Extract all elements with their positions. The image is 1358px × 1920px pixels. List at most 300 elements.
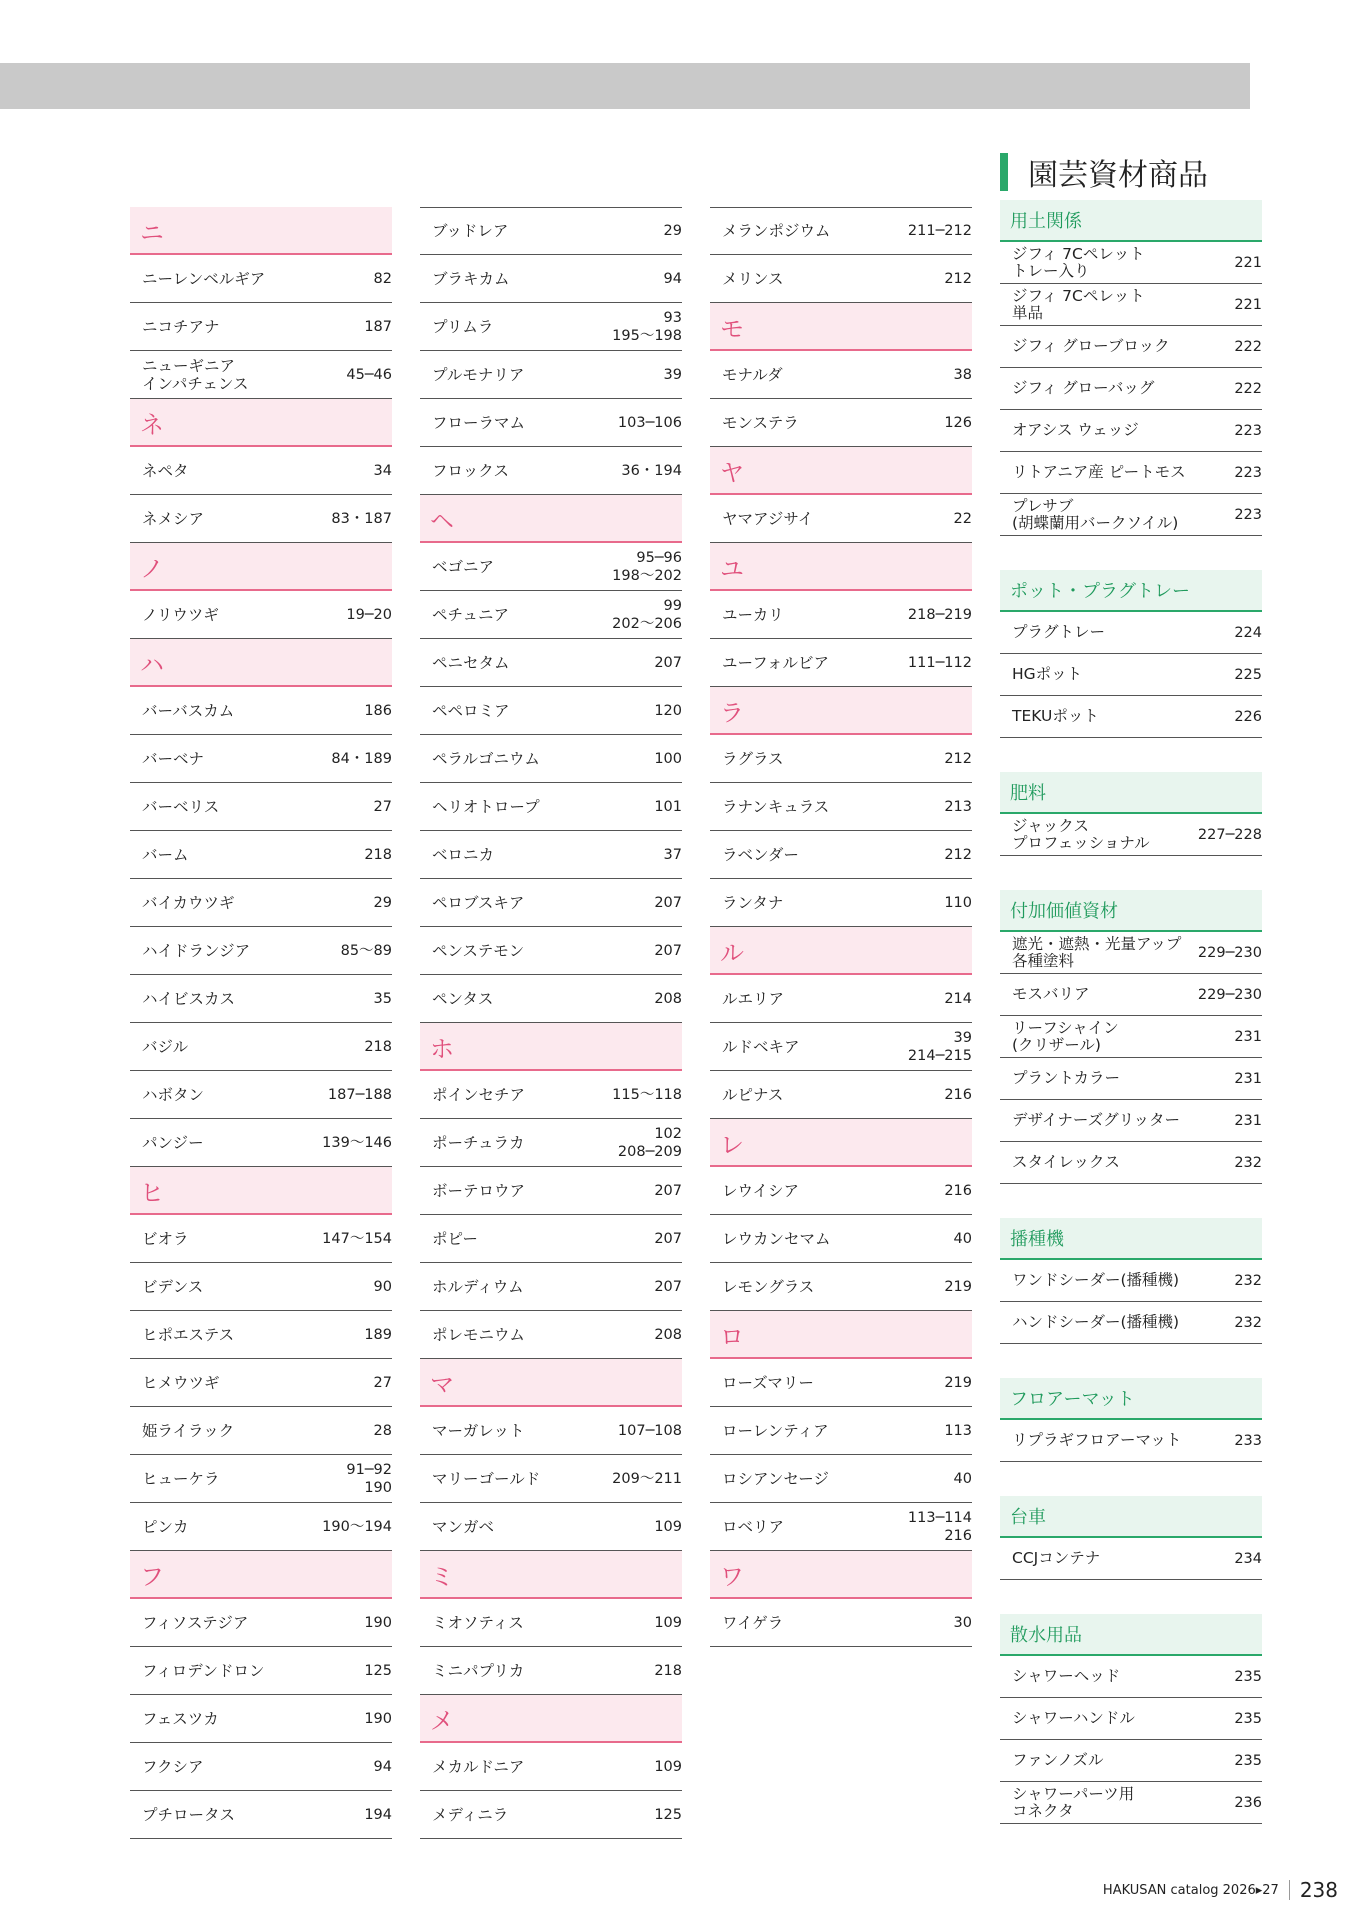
product-entry: [1000, 410, 1262, 452]
entry-page: 218: [364, 846, 392, 863]
index-entry: [420, 1263, 682, 1311]
entry-page: 216: [944, 1086, 972, 1103]
entry-page: 30: [953, 1614, 972, 1631]
entry-name: バーム: [142, 845, 189, 864]
entry-page: 190: [364, 1614, 392, 1631]
entry-page: 94: [663, 270, 682, 287]
entry-name: ニーレンベルギア: [142, 269, 266, 288]
entry-page: 109: [654, 1758, 682, 1775]
product-entry: [1000, 696, 1262, 738]
entry-name: メカルドニア: [432, 1757, 525, 1776]
product-page: 232: [1234, 1272, 1262, 1289]
index-entry: [130, 1599, 392, 1647]
page-number: 238: [1299, 1878, 1338, 1902]
entry-page: 187: [364, 318, 392, 335]
entry-page: 93 195〜198: [612, 309, 682, 344]
entry-page: 99 202〜206: [612, 597, 682, 632]
entry-page: 100: [654, 750, 682, 767]
entry-name: ブラキカム: [432, 269, 510, 288]
entry-page: 101: [654, 798, 682, 815]
entry-name: マリーゴールド: [432, 1469, 541, 1488]
entry-name: ミニパプリカ: [432, 1661, 525, 1680]
entry-name: ペニセタム: [432, 653, 510, 672]
index-entry: [130, 1647, 392, 1695]
index-entry: [420, 687, 682, 735]
category-header: 散水用品: [1000, 1614, 1262, 1656]
entry-name: フィロデンドロン: [142, 1661, 265, 1680]
entry-page: 83・187: [331, 510, 392, 527]
product-entry: [1000, 1142, 1262, 1184]
entry-page: 147〜154: [322, 1230, 392, 1247]
entry-name: ピンカ: [142, 1517, 189, 1536]
entry-name: モンステラ: [722, 413, 799, 432]
materials-index: [1000, 152, 1262, 1824]
product-name: ジフィ グローブロック: [1012, 337, 1170, 355]
section-gap: [1000, 1462, 1262, 1496]
index-entry: [710, 1455, 972, 1503]
index-entry: [130, 1359, 392, 1407]
entry-page: 190〜194: [322, 1518, 392, 1535]
entry-page: 139〜146: [322, 1134, 392, 1151]
product-page: 231: [1234, 1112, 1262, 1129]
entry-name: ルピナス: [722, 1085, 784, 1104]
entry-name: モナルダ: [722, 365, 783, 384]
index-entry: [420, 735, 682, 783]
product-page: 232: [1234, 1314, 1262, 1331]
product-name: 遮光・遮熱・光量アップ 各種塗料: [1012, 934, 1182, 970]
entry-page: 218─219: [907, 606, 972, 623]
kana-header: メ: [420, 1695, 682, 1743]
product-name: TEKUポット: [1012, 707, 1099, 725]
product-entry: [1000, 284, 1262, 326]
entry-name: ラベンダー: [722, 845, 799, 864]
index-entry: [130, 879, 392, 927]
entry-name: ルエリア: [722, 989, 785, 1008]
entry-page: 219: [944, 1374, 972, 1391]
product-entry: [1000, 1538, 1262, 1580]
entry-name: ネメシア: [142, 509, 205, 528]
index-entry: [710, 1359, 972, 1407]
entry-page: 19─20: [346, 606, 392, 623]
entry-page: 90: [373, 1278, 392, 1295]
index-entry: [420, 303, 682, 351]
product-entry: [1000, 242, 1262, 284]
entry-page: 212: [944, 750, 972, 767]
index-entry: [130, 1407, 392, 1455]
index-entry: [420, 1455, 682, 1503]
index-entry: [710, 1167, 972, 1215]
entry-name: フクシア: [142, 1757, 204, 1776]
entry-name: ペンステモン: [432, 941, 525, 960]
index-entry: [130, 1503, 392, 1551]
kana-header: ロ: [710, 1311, 972, 1359]
entry-page: 207: [654, 1182, 682, 1199]
index-entry: [420, 447, 682, 495]
category-header: 付加価値資材: [1000, 890, 1262, 932]
product-entry: [1000, 932, 1262, 974]
index-entry: [710, 591, 972, 639]
entry-page: 29: [373, 894, 392, 911]
section-title: [1000, 152, 1262, 192]
index-entry: [130, 1215, 392, 1263]
index-entry: [710, 831, 972, 879]
entry-name: ニューギニア インパチェンス: [142, 356, 249, 393]
entry-page: 95─96 198〜202: [612, 549, 682, 584]
product-name: オアシス ウェッジ: [1012, 421, 1139, 439]
product-name: リーフシャイン (クリザール): [1012, 1018, 1119, 1054]
product-entry: [1000, 1420, 1262, 1462]
entry-page: 212: [944, 846, 972, 863]
product-entry: [1000, 1058, 1262, 1100]
entry-name: ポインセチア: [432, 1085, 526, 1104]
index-entry: [130, 1695, 392, 1743]
product-entry: [1000, 1260, 1262, 1302]
entry-name: ロシアンセージ: [722, 1469, 829, 1488]
section-gap: [1000, 1580, 1262, 1614]
entry-page: 115〜118: [612, 1086, 682, 1103]
product-entry: [1000, 452, 1262, 494]
product-entry: [1000, 1302, 1262, 1344]
entry-name: メディニラ: [432, 1805, 509, 1824]
product-entry: [1000, 1740, 1262, 1782]
entry-page: 211─212: [907, 223, 972, 239]
entry-name: ペチュニア: [432, 605, 510, 624]
section-gap: [1000, 1344, 1262, 1378]
entry-name: ヘリオトロープ: [432, 797, 540, 816]
entry-name: ローレンティア: [722, 1421, 829, 1440]
entry-name: レモングラス: [722, 1277, 815, 1296]
index-entry: [710, 351, 972, 399]
entry-page: 82: [373, 270, 392, 287]
entry-page: 190: [364, 1710, 392, 1727]
product-entry: [1000, 1016, 1262, 1058]
index-entry: [130, 1023, 392, 1071]
section-gap: [1000, 738, 1262, 772]
index-entry: [420, 1599, 682, 1647]
category-header: 台車: [1000, 1496, 1262, 1538]
product-name: ハンドシーダー(播種機): [1012, 1313, 1180, 1331]
section-gap: [1000, 536, 1262, 570]
product-page: 225: [1234, 666, 1262, 683]
entry-page: 107─108: [617, 1422, 682, 1439]
index-entry: [710, 783, 972, 831]
product-name: ジフィ 7Cペレット 単品: [1012, 286, 1145, 322]
index-entry: [130, 303, 392, 351]
entry-page: 22: [953, 510, 972, 527]
product-page: 236: [1234, 1794, 1262, 1811]
kana-header: ユ: [710, 543, 972, 591]
entry-page: 187─188: [327, 1086, 392, 1103]
entry-page: 216: [944, 1182, 972, 1199]
entry-name: ハボタン: [142, 1085, 205, 1104]
entry-name: ユーカリ: [722, 605, 784, 624]
index-entry: [130, 495, 392, 543]
product-entry: [1000, 368, 1262, 410]
entry-name: ハイビスカス: [142, 989, 236, 1008]
entry-page: 111─112: [907, 654, 972, 671]
product-entry: [1000, 494, 1262, 536]
index-entry: [130, 927, 392, 975]
title-marker: [1000, 153, 1008, 191]
entry-page: 125: [364, 1662, 392, 1679]
kana-header: ニ: [130, 207, 392, 255]
entry-page: 186: [364, 702, 392, 719]
entry-name: バジル: [142, 1037, 189, 1056]
entry-name: ミオソティス: [432, 1613, 524, 1632]
kana-header: ノ: [130, 543, 392, 591]
entry-name: ペンタス: [432, 989, 494, 1008]
product-entry: [1000, 654, 1262, 696]
product-name: CCJコンテナ: [1012, 1549, 1101, 1567]
entry-name: ビオラ: [142, 1229, 189, 1248]
entry-page: 125: [654, 1806, 682, 1823]
kana-header: ヒ: [130, 1167, 392, 1215]
entry-page: 208: [654, 990, 682, 1007]
entry-page: 209〜211: [612, 1470, 682, 1487]
entry-page: 120: [654, 702, 682, 719]
product-entry: [1000, 326, 1262, 368]
kana-header: ホ: [420, 1023, 682, 1071]
entry-page: 28: [373, 1422, 392, 1439]
index-entry: [420, 879, 682, 927]
entry-page: 218: [654, 1662, 682, 1679]
entry-name: プリムラ: [432, 317, 494, 336]
index-entry: [420, 1215, 682, 1263]
index-entry: [710, 255, 972, 303]
entry-page: 102 208─209: [617, 1125, 682, 1160]
product-page: 234: [1234, 1550, 1262, 1567]
product-page: 235: [1234, 1710, 1262, 1727]
entry-name: ベゴニア: [432, 557, 495, 576]
entry-name: ロベリア: [722, 1517, 785, 1536]
product-name: リプラギフロアーマット: [1012, 1431, 1182, 1449]
index-entry: [420, 1791, 682, 1839]
product-name: ジフィ グローバッグ: [1012, 379, 1155, 397]
entry-name: メリンス: [722, 269, 784, 288]
entry-name: ニコチアナ: [142, 317, 220, 336]
header-band: [0, 63, 1250, 109]
entry-name: プルモナリア: [432, 365, 525, 384]
index-column-3: [710, 207, 972, 1647]
entry-page: 27: [373, 1374, 392, 1391]
index-column-1: [130, 207, 392, 1839]
product-entry: [1000, 612, 1262, 654]
index-entry: [420, 783, 682, 831]
entry-page: 35: [373, 990, 392, 1007]
kana-header: フ: [130, 1551, 392, 1599]
entry-page: 34: [373, 462, 392, 479]
entry-page: 36・194: [621, 462, 682, 479]
entry-name: ヒューケラ: [142, 1469, 220, 1488]
product-page: 222: [1234, 380, 1262, 397]
index-entry: [130, 975, 392, 1023]
entry-page: 207: [654, 1230, 682, 1247]
product-page: 231: [1234, 1028, 1262, 1045]
product-page: 229─230: [1197, 944, 1262, 961]
index-entry: [420, 351, 682, 399]
index-entry: [710, 1407, 972, 1455]
entry-page: 207: [654, 1278, 682, 1295]
index-entry: [710, 495, 972, 543]
product-name: デザイナーズグリッター: [1012, 1111, 1181, 1129]
index-entry: [710, 207, 972, 255]
entry-name: ビデンス: [142, 1277, 204, 1296]
entry-page: 85〜89: [340, 942, 392, 959]
entry-page: 94: [373, 1758, 392, 1775]
index-entry: [420, 831, 682, 879]
entry-name: マーガレット: [432, 1421, 525, 1440]
kana-header: マ: [420, 1359, 682, 1407]
index-entry: [420, 1503, 682, 1551]
entry-name: ユーフォルビア: [722, 653, 829, 672]
entry-page: 29: [663, 223, 682, 239]
entry-page: 207: [654, 654, 682, 671]
index-entry: [130, 1263, 392, 1311]
entry-page: 194: [364, 1806, 392, 1823]
product-name: シャワーパーツ用 コネクタ: [1012, 1784, 1135, 1820]
product-page: 233: [1234, 1432, 1262, 1449]
index-entry: [420, 1071, 682, 1119]
product-page: 229─230: [1197, 986, 1262, 1003]
index-entry: [130, 351, 392, 399]
catalog-name: HAKUSAN catalog 2026▸27: [1102, 1882, 1279, 1898]
page-footer: [1103, 1878, 1338, 1902]
index-entry: [130, 735, 392, 783]
product-name: モスバリア: [1012, 985, 1090, 1003]
index-entry: [710, 975, 972, 1023]
index-entry: [420, 1311, 682, 1359]
kana-header: ラ: [710, 687, 972, 735]
entry-page: 110: [944, 894, 972, 911]
entry-page: 189: [364, 1326, 392, 1343]
entry-page: 218: [364, 1038, 392, 1055]
category-header: 播種機: [1000, 1218, 1262, 1260]
entry-page: 219: [944, 1278, 972, 1295]
product-page: 223: [1234, 464, 1262, 481]
product-name: プレサブ (胡蝶蘭用バークソイル): [1012, 496, 1179, 532]
entry-page: 207: [654, 894, 682, 911]
kana-header: ヤ: [710, 447, 972, 495]
index-entry: [710, 1503, 972, 1551]
entry-name: フィソステジア: [142, 1613, 249, 1632]
product-name: プラグトレー: [1012, 623, 1106, 641]
entry-name: ポーチュラカ: [432, 1133, 525, 1152]
index-entry: [420, 207, 682, 255]
product-page: 223: [1234, 506, 1262, 523]
section-gap: [1000, 856, 1262, 890]
entry-page: 40: [953, 1230, 972, 1247]
product-name: ワンドシーダー(播種機): [1012, 1271, 1180, 1289]
index-entry: [710, 1263, 972, 1311]
footer-divider: [1289, 1880, 1290, 1900]
kana-header: ハ: [130, 639, 392, 687]
entry-name: レウイシア: [722, 1181, 800, 1200]
product-name: リトアニア産 ピートモス: [1012, 463, 1186, 481]
index-entry: [420, 639, 682, 687]
entry-name: プチロータス: [142, 1805, 236, 1824]
product-name: スタイレックス: [1012, 1153, 1120, 1171]
kana-header: モ: [710, 303, 972, 351]
product-entry: [1000, 1698, 1262, 1740]
entry-name: 姫ライラック: [142, 1421, 235, 1440]
entry-page: 213: [944, 798, 972, 815]
entry-name: ヤマアジサイ: [722, 509, 814, 528]
index-entry: [710, 1071, 972, 1119]
entry-page: 113: [944, 1422, 972, 1439]
product-page: 227─228: [1197, 826, 1262, 843]
index-entry: [710, 639, 972, 687]
entry-page: 40: [953, 1470, 972, 1487]
entry-page: 84・189: [331, 750, 392, 767]
product-page: 226: [1234, 708, 1262, 725]
index-entry: [710, 399, 972, 447]
entry-name: ノリウツギ: [142, 605, 219, 624]
entry-name: メランポジウム: [722, 222, 831, 240]
product-entry: [1000, 1782, 1262, 1824]
section-title-text: 園芸資材商品: [1028, 158, 1208, 193]
product-entry: [1000, 974, 1262, 1016]
category-header: 肥料: [1000, 772, 1262, 814]
kana-header: ル: [710, 927, 972, 975]
entry-name: ハイドランジア: [142, 941, 251, 960]
index-entry: [420, 1119, 682, 1167]
product-page: 221: [1234, 296, 1262, 313]
entry-name: ベロニカ: [432, 845, 495, 864]
entry-name: ネペタ: [142, 461, 189, 480]
entry-name: ペラルゴニウム: [432, 749, 540, 768]
index-entry: [420, 1647, 682, 1695]
index-entry: [130, 1455, 392, 1503]
product-entry: [1000, 1100, 1262, 1142]
entry-name: ラナンキュラス: [722, 797, 830, 816]
entry-name: パンジー: [142, 1133, 204, 1152]
index-entry: [710, 1215, 972, 1263]
index-entry: [130, 1311, 392, 1359]
entry-page: 212: [944, 270, 972, 287]
category-header: フロアーマット: [1000, 1378, 1262, 1420]
index-entry: [130, 831, 392, 879]
section-gap: [1000, 1184, 1262, 1218]
entry-name: ポピー: [432, 1229, 478, 1248]
product-name: ジャックス プロフェッショナル: [1012, 816, 1150, 852]
index-entry: [420, 255, 682, 303]
index-entry: [420, 1167, 682, 1215]
product-name: ジフィ 7Cペレット トレー入り: [1012, 244, 1145, 280]
entry-name: フローラマム: [432, 413, 526, 432]
product-name: シャワーハンドル: [1012, 1709, 1135, 1727]
kana-header: ネ: [130, 399, 392, 447]
entry-page: 207: [654, 942, 682, 959]
index-entry: [130, 1791, 392, 1839]
product-name: HGポット: [1012, 665, 1083, 683]
entry-name: ヒメウツギ: [142, 1373, 220, 1392]
entry-page: 39 214─215: [907, 1029, 972, 1064]
index-entry: [130, 687, 392, 735]
entry-page: 109: [654, 1614, 682, 1631]
entry-name: バーベナ: [142, 749, 205, 768]
entry-name: ブッドレア: [432, 222, 509, 240]
index-entry: [130, 1119, 392, 1167]
product-page: 231: [1234, 1070, 1262, 1087]
product-page: 224: [1234, 624, 1262, 641]
product-entry: [1000, 814, 1262, 856]
entry-name: ラグラス: [722, 749, 784, 768]
kana-header: レ: [710, 1119, 972, 1167]
entry-name: ローズマリー: [722, 1373, 814, 1392]
entry-page: 91─92 190: [346, 1461, 392, 1496]
entry-name: フロックス: [432, 461, 510, 480]
index-column-2: [420, 207, 682, 1839]
